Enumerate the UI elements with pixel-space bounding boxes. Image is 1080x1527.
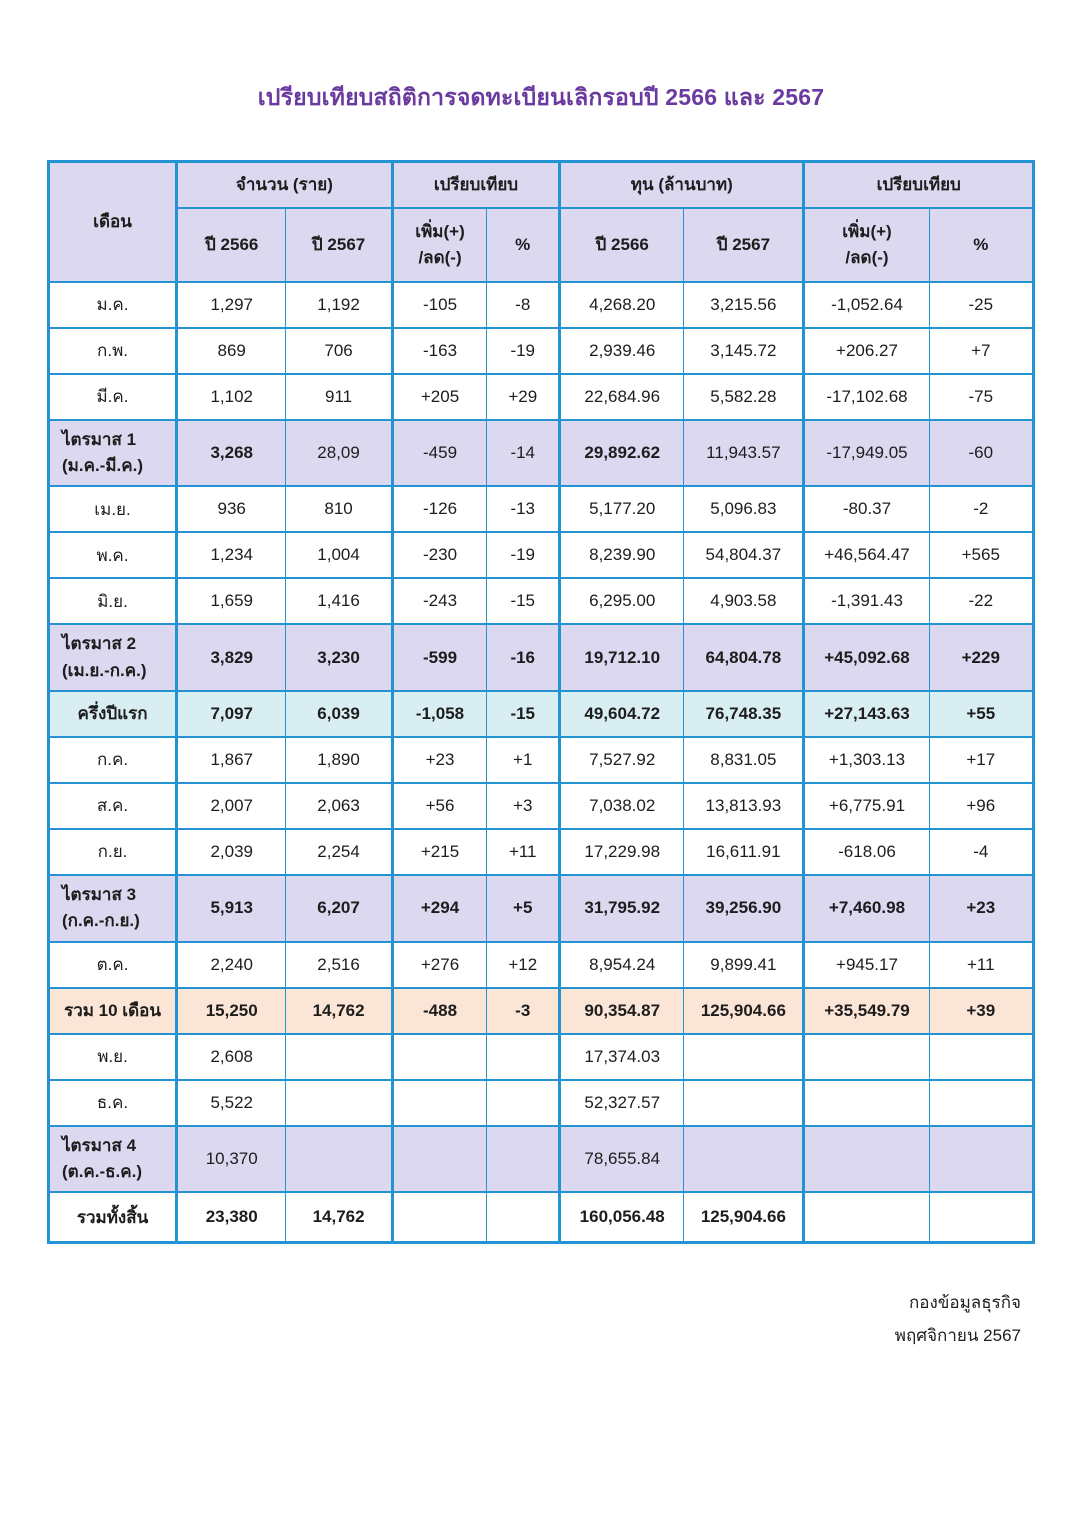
value-cell: +39	[929, 988, 1033, 1034]
value-cell: -1,391.43	[804, 578, 929, 624]
value-cell: 5,522	[177, 1080, 286, 1126]
value-cell: 810	[286, 486, 392, 532]
table-row	[49, 1126, 1034, 1193]
value-cell: 2,007	[177, 783, 286, 829]
value-cell	[929, 1034, 1033, 1080]
row-label: ก.พ.	[49, 328, 177, 374]
value-cell: 10,370	[177, 1126, 286, 1193]
value-cell: +565	[929, 532, 1033, 578]
table-row	[49, 942, 1034, 988]
value-cell: 13,813.93	[684, 783, 804, 829]
value-cell: 2,039	[177, 829, 286, 875]
value-cell: -80.37	[804, 486, 929, 532]
column-header-capital-change	[804, 208, 929, 282]
value-cell: 2,939.46	[560, 328, 684, 374]
value-cell: +23	[929, 875, 1033, 942]
value-cell	[286, 1034, 392, 1080]
value-cell: -14	[487, 420, 560, 487]
row-label: รวม 10 เดือน	[49, 988, 177, 1034]
value-cell: 2,516	[286, 942, 392, 988]
value-cell: -3	[487, 988, 560, 1034]
value-cell: 78,655.84	[560, 1126, 684, 1193]
column-header-capital-percent: %	[929, 208, 1033, 282]
value-cell: 1,297	[177, 282, 286, 328]
column-header-month: เดือน	[49, 162, 177, 282]
value-cell: 64,804.78	[684, 624, 804, 691]
value-cell: +229	[929, 624, 1033, 691]
value-cell: -19	[487, 328, 560, 374]
value-cell: -17,102.68	[804, 374, 929, 420]
value-cell: 8,831.05	[684, 737, 804, 783]
value-cell: 6,295.00	[560, 578, 684, 624]
value-cell: 869	[177, 328, 286, 374]
value-cell: 1,102	[177, 374, 286, 420]
value-cell	[487, 1034, 560, 1080]
change-line2: /ลด(-)	[418, 247, 462, 267]
table-row	[49, 578, 1034, 624]
value-cell: +11	[487, 829, 560, 875]
value-cell: +35,549.79	[804, 988, 929, 1034]
value-cell: 28,09	[286, 420, 392, 487]
value-cell: 1,192	[286, 282, 392, 328]
value-cell	[929, 1126, 1033, 1193]
row-label: ม.ค.	[49, 282, 177, 328]
value-cell	[684, 1034, 804, 1080]
row-label: มี.ค.	[49, 374, 177, 420]
value-cell: 19,712.10	[560, 624, 684, 691]
value-cell: -1,052.64	[804, 282, 929, 328]
value-cell: 17,229.98	[560, 829, 684, 875]
table-row	[49, 374, 1034, 420]
value-cell: +7	[929, 328, 1033, 374]
value-cell: +17	[929, 737, 1033, 783]
column-header-count-2566: ปี 2566	[177, 208, 286, 282]
value-cell: 8,954.24	[560, 942, 684, 988]
value-cell: +205	[392, 374, 487, 420]
value-cell: -13	[487, 486, 560, 532]
table-row	[49, 988, 1034, 1034]
row-label: เม.ย.	[49, 486, 177, 532]
value-cell: +56	[392, 783, 487, 829]
value-cell: 1,004	[286, 532, 392, 578]
value-cell: +27,143.63	[804, 691, 929, 737]
value-cell	[487, 1080, 560, 1126]
value-cell: -243	[392, 578, 487, 624]
value-cell: -2	[929, 486, 1033, 532]
table-row	[49, 532, 1034, 578]
value-cell: 2,063	[286, 783, 392, 829]
value-cell: 14,762	[286, 1192, 392, 1242]
row-label: ต.ค.	[49, 942, 177, 988]
value-cell: 2,608	[177, 1034, 286, 1080]
value-cell: 9,899.41	[684, 942, 804, 988]
row-label: ธ.ค.	[49, 1080, 177, 1126]
value-cell: +11	[929, 942, 1033, 988]
value-cell	[684, 1126, 804, 1193]
table-row	[49, 691, 1034, 737]
value-cell: +1,303.13	[804, 737, 929, 783]
document-footer	[47, 1286, 1035, 1352]
value-cell	[804, 1192, 929, 1242]
value-cell: -163	[392, 328, 487, 374]
footer-date: พฤศจิกายน 2567	[894, 1325, 1021, 1345]
value-cell: +5	[487, 875, 560, 942]
value-cell: +45,092.68	[804, 624, 929, 691]
value-cell	[487, 1192, 560, 1242]
value-cell: 4,903.58	[684, 578, 804, 624]
header-sub-row	[49, 208, 1034, 282]
value-cell: -126	[392, 486, 487, 532]
value-cell: 5,096.83	[684, 486, 804, 532]
value-cell: -15	[487, 578, 560, 624]
value-cell: 4,268.20	[560, 282, 684, 328]
table-row	[49, 783, 1034, 829]
value-cell: -15	[487, 691, 560, 737]
value-cell: +7,460.98	[804, 875, 929, 942]
change-line1: เพิ่ม(+)	[415, 222, 465, 241]
column-header-count-2567: ปี 2567	[286, 208, 392, 282]
value-cell: +3	[487, 783, 560, 829]
value-cell: 1,659	[177, 578, 286, 624]
value-cell: -60	[929, 420, 1033, 487]
page-title: เปรียบเทียบสถิติการจดทะเบียนเลิกรอบปี 2566 และ 2567	[257, 84, 825, 110]
value-cell	[487, 1126, 560, 1193]
value-cell: 17,374.03	[560, 1034, 684, 1080]
table-row	[49, 737, 1034, 783]
table-row	[49, 420, 1034, 487]
value-cell: 3,829	[177, 624, 286, 691]
value-cell: +29	[487, 374, 560, 420]
column-header-count-change	[392, 208, 487, 282]
value-cell: +1	[487, 737, 560, 783]
value-cell: 90,354.87	[560, 988, 684, 1034]
value-cell: 1,867	[177, 737, 286, 783]
value-cell: 706	[286, 328, 392, 374]
value-cell: 1,234	[177, 532, 286, 578]
value-cell	[392, 1192, 487, 1242]
value-cell	[929, 1192, 1033, 1242]
value-cell: 160,056.48	[560, 1192, 684, 1242]
value-cell: +12	[487, 942, 560, 988]
table-header	[49, 162, 1034, 282]
row-label: ไตรมาส 3 (ก.ค.-ก.ย.)	[49, 875, 177, 942]
table-row	[49, 624, 1034, 691]
value-cell: 39,256.90	[684, 875, 804, 942]
row-label: ไตรมาส 2 (เม.ย.-ก.ค.)	[49, 624, 177, 691]
value-cell: 29,892.62	[560, 420, 684, 487]
value-cell: 16,611.91	[684, 829, 804, 875]
value-cell: 911	[286, 374, 392, 420]
statistics-table	[47, 160, 1035, 1244]
value-cell: -618.06	[804, 829, 929, 875]
value-cell	[684, 1080, 804, 1126]
row-label: รวมทั้งสิ้น	[49, 1192, 177, 1242]
table-row	[49, 1034, 1034, 1080]
value-cell	[392, 1126, 487, 1193]
row-label: ครึ่งปีแรก	[49, 691, 177, 737]
value-cell: 2,254	[286, 829, 392, 875]
value-cell: 5,177.20	[560, 486, 684, 532]
value-cell: 31,795.92	[560, 875, 684, 942]
value-cell: 22,684.96	[560, 374, 684, 420]
value-cell: 5,913	[177, 875, 286, 942]
table-row	[49, 875, 1034, 942]
value-cell: -8	[487, 282, 560, 328]
value-cell: 3,145.72	[684, 328, 804, 374]
value-cell: 76,748.35	[684, 691, 804, 737]
value-cell	[286, 1126, 392, 1193]
value-cell: 1,890	[286, 737, 392, 783]
value-cell	[286, 1080, 392, 1126]
footer-org: กองข้อมูลธุรกิจ	[908, 1292, 1021, 1312]
change-line1: เพิ่ม(+)	[842, 222, 892, 241]
value-cell	[804, 1034, 929, 1080]
value-cell: 6,039	[286, 691, 392, 737]
value-cell: +96	[929, 783, 1033, 829]
row-label: มิ.ย.	[49, 578, 177, 624]
row-label: ไตรมาส 1 (ม.ค.-มี.ค.)	[49, 420, 177, 487]
value-cell: +55	[929, 691, 1033, 737]
value-cell: 23,380	[177, 1192, 286, 1242]
table-row	[49, 1192, 1034, 1242]
value-cell: 7,527.92	[560, 737, 684, 783]
value-cell	[929, 1080, 1033, 1126]
value-cell: 11,943.57	[684, 420, 804, 487]
value-cell: 7,097	[177, 691, 286, 737]
value-cell: 936	[177, 486, 286, 532]
value-cell	[392, 1080, 487, 1126]
value-cell: 54,804.37	[684, 532, 804, 578]
value-cell: -17,949.05	[804, 420, 929, 487]
value-cell: 125,904.66	[684, 1192, 804, 1242]
value-cell: -22	[929, 578, 1033, 624]
value-cell: -599	[392, 624, 487, 691]
value-cell: +6,775.91	[804, 783, 929, 829]
value-cell	[804, 1080, 929, 1126]
value-cell: 3,230	[286, 624, 392, 691]
change-line2: /ลด(-)	[845, 247, 889, 267]
table-row	[49, 829, 1034, 875]
column-group-capital: ทุน (ล้านบาท)	[560, 162, 804, 208]
value-cell: +276	[392, 942, 487, 988]
value-cell: -25	[929, 282, 1033, 328]
value-cell: -459	[392, 420, 487, 487]
value-cell: 5,582.28	[684, 374, 804, 420]
value-cell: 125,904.66	[684, 988, 804, 1034]
value-cell: 2,240	[177, 942, 286, 988]
value-cell: +46,564.47	[804, 532, 929, 578]
value-cell: 49,604.72	[560, 691, 684, 737]
value-cell: +294	[392, 875, 487, 942]
value-cell: -230	[392, 532, 487, 578]
value-cell: 14,762	[286, 988, 392, 1034]
row-label: พ.ค.	[49, 532, 177, 578]
value-cell: 3,268	[177, 420, 286, 487]
value-cell: -16	[487, 624, 560, 691]
value-cell	[392, 1034, 487, 1080]
column-group-count-compare: เปรียบเทียบ	[392, 162, 559, 208]
table-row	[49, 282, 1034, 328]
value-cell: -75	[929, 374, 1033, 420]
value-cell: +23	[392, 737, 487, 783]
value-cell: +215	[392, 829, 487, 875]
table-row	[49, 1080, 1034, 1126]
value-cell: 52,327.57	[560, 1080, 684, 1126]
value-cell: 3,215.56	[684, 282, 804, 328]
row-label: พ.ย.	[49, 1034, 177, 1080]
value-cell: +945.17	[804, 942, 929, 988]
column-header-count-percent: %	[487, 208, 560, 282]
value-cell: -1,058	[392, 691, 487, 737]
value-cell: -4	[929, 829, 1033, 875]
table-row	[49, 328, 1034, 374]
value-cell: 6,207	[286, 875, 392, 942]
row-label: ส.ค.	[49, 783, 177, 829]
value-cell: 8,239.90	[560, 532, 684, 578]
table-body	[49, 282, 1034, 1243]
column-group-capital-compare: เปรียบเทียบ	[804, 162, 1034, 208]
column-group-count: จำนวน (ราย)	[177, 162, 393, 208]
value-cell: -105	[392, 282, 487, 328]
value-cell: 1,416	[286, 578, 392, 624]
column-header-capital-2566: ปี 2566	[560, 208, 684, 282]
column-header-capital-2567: ปี 2567	[684, 208, 804, 282]
value-cell: +206.27	[804, 328, 929, 374]
header-group-row	[49, 162, 1034, 208]
row-label: ก.ย.	[49, 829, 177, 875]
table-row	[49, 486, 1034, 532]
value-cell: -488	[392, 988, 487, 1034]
value-cell: -19	[487, 532, 560, 578]
value-cell: 7,038.02	[560, 783, 684, 829]
value-cell	[804, 1126, 929, 1193]
value-cell: 15,250	[177, 988, 286, 1034]
row-label: ไตรมาส 4 (ต.ค.-ธ.ค.)	[49, 1126, 177, 1193]
row-label: ก.ค.	[49, 737, 177, 783]
